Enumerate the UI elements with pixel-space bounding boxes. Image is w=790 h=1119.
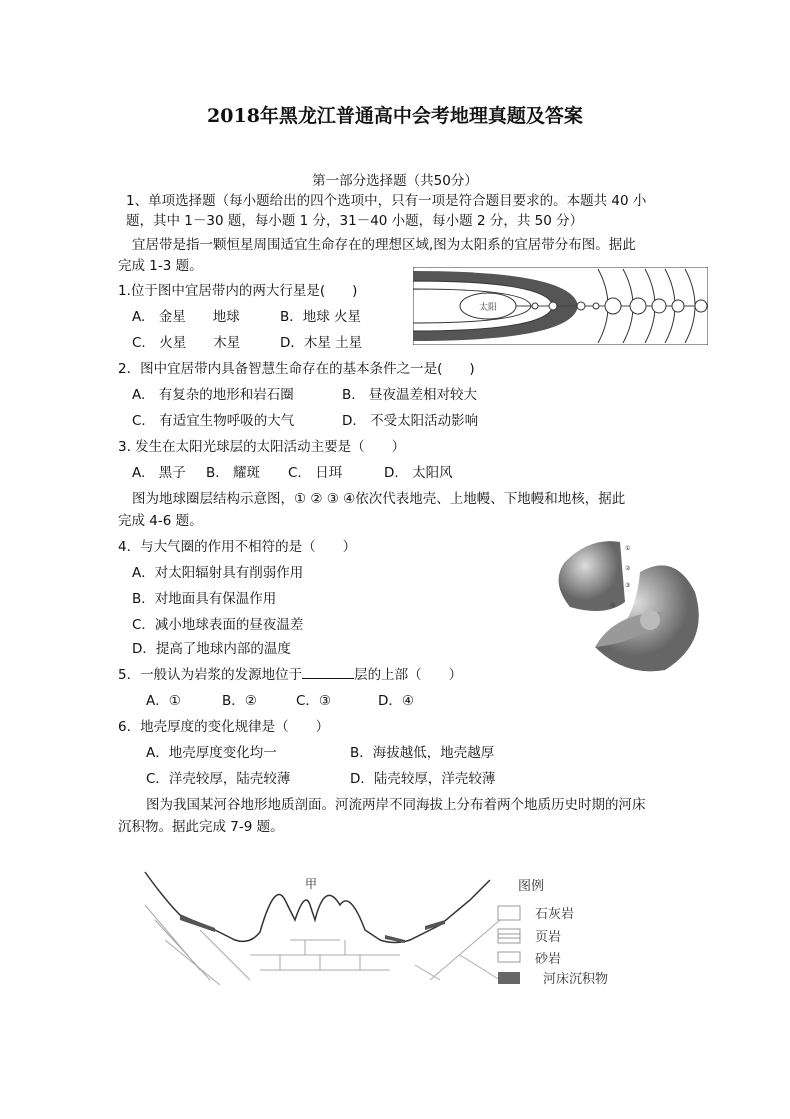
q1-option-d: D．木星 土星	[280, 335, 363, 351]
legend-title: 图例	[518, 879, 545, 894]
svg-text:②: ②	[625, 565, 631, 572]
q6-option-b: B．海拔越低，地壳越厚	[350, 745, 495, 761]
q6-option-a: A．地壳厚度变化均一	[146, 745, 277, 761]
q5-option-a: A．①	[146, 693, 181, 709]
passage3-line-1: 图为我国某河谷地形地质剖面。河流两岸不同海拔上分布着两个地质历史时期的河床	[146, 797, 646, 813]
earth-layers-figure	[545, 532, 715, 677]
q5-option-d: D．④	[378, 693, 414, 709]
instructions-line-2: 题，其中 1－30 题，每小题 1 分，31－40 小题，每小题 2 分，共 50 分）	[126, 213, 584, 229]
legend-sandstone: 砂岩	[535, 952, 562, 967]
q2-option-d: D. 不受太阳活动影响	[342, 413, 479, 429]
sun-label: 太阳	[479, 303, 498, 313]
passage2-line-1: 图为地球圈层结构示意图，① ② ③ ④依次代表地壳、上地幔、下地幔和地核，据此	[132, 491, 626, 507]
q1-option-a: A. 金星 地球	[132, 309, 240, 325]
q5-stem-before: 5．一般认为岩浆的发源地位于	[118, 667, 303, 683]
legend-shale: 页岩	[535, 930, 562, 945]
passage2-line-2: 完成 4-6 题。	[118, 513, 203, 529]
q4-stem: 4．与大气圈的作用不相符的是（ ）	[118, 539, 357, 555]
q3-option-b: B. 耀斑	[206, 465, 261, 481]
q1-stem: 1.位于图中宜居带内的两大行星是( )	[118, 283, 358, 299]
q3-stem: 3. 发生在太阳光球层的太阳活动主要是（ ）	[118, 439, 406, 455]
q1-option-c: C. 火星 木星	[132, 335, 241, 351]
q5-answer-blank	[302, 666, 354, 679]
q4-option-b: B．对地面具有保温作用	[132, 591, 277, 607]
q5-stem-after: 层的上部（ ）	[354, 667, 463, 683]
q4-option-c: C．减小地球表面的昼夜温差	[132, 617, 304, 633]
svg-text:④: ④	[610, 602, 616, 609]
q2-option-c: C. 有适宜生物呼吸的大气	[132, 413, 295, 429]
instructions-line-1: 1、单项选择题（每小题给出的四个选项中，只有一项是符合题目要求的。本题共 40 小	[126, 193, 647, 209]
legend-limestone: 石灰岩	[535, 907, 575, 922]
svg-text:①: ①	[625, 545, 631, 552]
q5-option-b: B．②	[222, 693, 257, 709]
river-valley-profile-figure	[140, 860, 640, 985]
q3-option-d: D. 太阳风	[384, 465, 453, 481]
svg-text:③: ③	[625, 582, 631, 589]
q6-stem: 6．地壳厚度的变化规律是（ ）	[118, 719, 330, 735]
passage1-line-1: 宜居带是指一颗恒星周围适宜生命存在的理想区域,图为太阳系的宜居带分布图。据此	[132, 237, 636, 253]
q3-option-c: C. 日珥	[288, 465, 343, 481]
q3-option-a: A. 黑子	[132, 465, 186, 481]
passage3-line-2: 沉积物。据此完成 7-9 题。	[118, 819, 284, 835]
q2-stem: 2．图中宜居带内具备智慧生命存在的基本条件之一是( )	[118, 361, 475, 377]
habitable-zone-figure	[413, 267, 708, 345]
q2-option-b: B. 昼夜温差相对较大	[342, 387, 478, 403]
peak-label: 甲	[305, 877, 318, 891]
q6-option-c: C．洋壳较厚，陆壳较薄	[146, 771, 291, 787]
q6-option-d: D．陆壳较厚，洋壳较薄	[350, 771, 496, 787]
q2-option-a: A. 有复杂的地形和岩石圈	[132, 387, 294, 403]
passage1-line-2: 完成 1-3 题。	[118, 258, 203, 274]
q1-option-b: B．地球 火星	[280, 309, 362, 325]
q5-option-c: C．③	[296, 693, 332, 709]
page-title: 2018年黑龙江普通高中会考地理真题及答案	[207, 105, 583, 127]
section-heading: 第一部分选择题（共50分）	[312, 173, 478, 189]
legend-riverbed-sediment: 河床沉积物	[543, 972, 609, 985]
q4-option-a: A．对太阳辐射具有削弱作用	[132, 565, 304, 581]
q5-stem	[118, 666, 462, 684]
q4-option-d: D．提高了地球内部的温度	[132, 641, 291, 657]
